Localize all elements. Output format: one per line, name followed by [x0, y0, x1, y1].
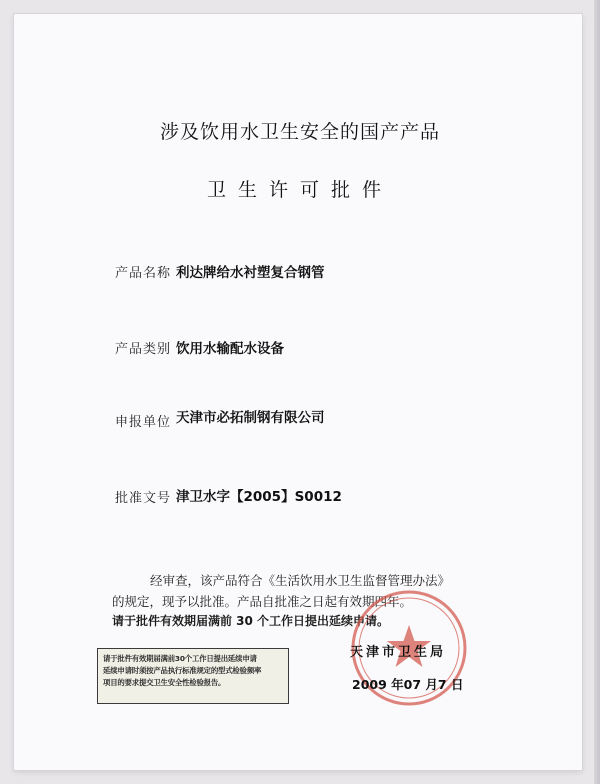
field-label-product-name: 产品名称: [115, 266, 172, 281]
field-value-product-category: 饮用水输配水设备: [176, 341, 284, 357]
approval-text-line-2: 的规定，现予以批准。产品自批准之日起有效期四年。: [112, 594, 413, 609]
stamp-note-line-2: 延续申请时须按产品执行标准规定的型式检验频率: [103, 666, 262, 675]
field-value-product-name: 利达牌给水衬塑复合钢管: [176, 265, 325, 281]
field-value-approval-number: 津卫水字【2005】S0012: [176, 489, 342, 505]
issue-date: 2009 年07 月7 日: [352, 677, 464, 692]
document-subtitle: 卫生许可批件: [206, 179, 393, 201]
issuer-name: 天津市卫生局: [350, 645, 447, 660]
document-title: 涉及饮用水卫生安全的国产产品: [159, 121, 440, 143]
stamp-note-line-1: 请于批件有效期届满前30个工作日提出延续申请: [103, 654, 257, 663]
field-value-applicant: 天津市必拓制钢有限公司: [176, 410, 325, 426]
approval-text-line-3: 请于批件有效期届满前 30 个工作日提出延续申请。: [112, 614, 390, 628]
field-label-approval-number: 批准文号: [115, 491, 172, 506]
stamp-note-line-3: 项目的要求提交卫生安全性检验报告。: [103, 678, 226, 687]
validity-notice-stamp: [97, 648, 289, 704]
approval-text-line-1: 经审查，该产品符合《生活饮用水卫生监督管理办法》: [150, 573, 451, 588]
field-label-applicant: 申报单位: [115, 415, 172, 430]
field-label-product-category: 产品类别: [115, 342, 172, 357]
